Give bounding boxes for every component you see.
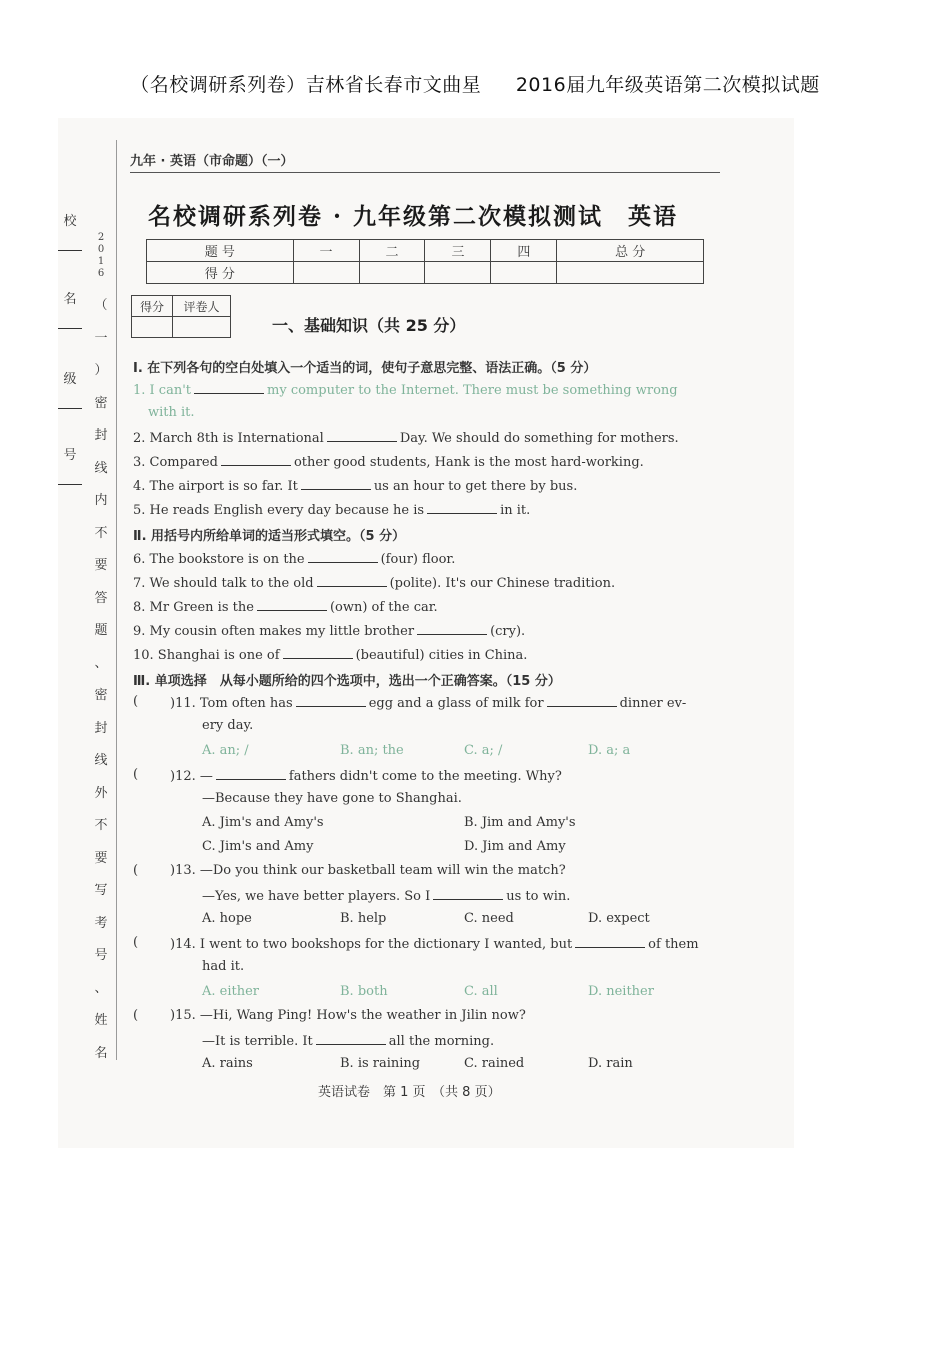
answer-blank[interactable]	[316, 1032, 386, 1045]
score-header-cell: 一	[293, 240, 359, 262]
question-14-cont: had it.	[202, 959, 245, 974]
question-12: )12. — fathers didn't come to the meeting. Why?	[170, 769, 562, 784]
binding-name: 名	[58, 290, 82, 329]
answer-blank[interactable]	[433, 887, 503, 900]
option-a[interactable]: A. rains	[202, 1056, 253, 1071]
question-11: )11. Tom often has egg and a glass of milk for dinner ev-	[170, 696, 687, 711]
question-15-cont: —It is terrible. It all the morning.	[202, 1034, 495, 1049]
option-c[interactable]: C. rained	[464, 1056, 525, 1071]
answer-blank[interactable]	[327, 429, 397, 442]
option-d[interactable]: D. neither	[588, 984, 654, 999]
score-header-cell: 四	[491, 240, 557, 262]
question-8: 8. Mr Green is the (own) of the car.	[133, 600, 438, 615]
binding-school: 校	[58, 212, 82, 251]
option-c[interactable]: C. a; /	[464, 743, 503, 758]
score-cell[interactable]	[293, 262, 359, 284]
score-header-cell: 总 分	[557, 240, 704, 262]
option-a[interactable]: A. Jim's and Amy's	[202, 815, 324, 830]
question-6: 6. The bookstore is on the (four) floor.	[133, 552, 456, 567]
question-7: 7. We should talk to the old (polite). It's our Chinese tradition.	[133, 576, 616, 591]
score-row-label: 得 分	[147, 262, 294, 284]
answer-paren[interactable]: (	[133, 694, 139, 709]
score-header-cell: 三	[425, 240, 491, 262]
answer-blank[interactable]	[417, 622, 487, 635]
paper-header: 九年 · 英语（市命题）（一）	[130, 154, 294, 169]
answer-blank[interactable]	[216, 767, 286, 780]
option-c[interactable]: C. all	[464, 984, 498, 999]
option-a[interactable]: A. hope	[202, 911, 252, 926]
question-1-cont: with it.	[148, 405, 195, 420]
part2-heading: Ⅱ. 用括号内所给单词的适当形式填空。（5 分）	[133, 529, 406, 544]
answer-blank[interactable]	[194, 381, 264, 394]
exam-title: 名校调研系列卷 · 九年级第二次模拟测试 英语	[148, 203, 679, 230]
answer-blank[interactable]	[308, 550, 378, 563]
score-cell[interactable]	[359, 262, 425, 284]
score-header-cell: 题 号	[147, 240, 294, 262]
score-cell[interactable]	[425, 262, 491, 284]
seal-line	[116, 140, 117, 1060]
question-14: )14. I went to two bookshops for the dictionary I wanted, but of them	[170, 937, 699, 952]
grader-table	[131, 295, 231, 338]
binding-class: 级	[58, 370, 82, 409]
page-footer: 英语试卷 第 1 页 （共 8 页）	[318, 1085, 501, 1100]
answer-blank[interactable]	[427, 501, 497, 514]
option-b[interactable]: B. help	[340, 911, 387, 926]
option-a[interactable]: A. an; /	[202, 743, 249, 758]
grader-name-label: 评卷人	[173, 296, 231, 317]
question-11-cont: ery day.	[202, 718, 254, 733]
answer-blank[interactable]	[257, 598, 327, 611]
answer-blank[interactable]	[547, 694, 617, 707]
question-3: 3. Compared other good students, Hank is the most hard-working.	[133, 455, 644, 470]
score-header-cell: 二	[359, 240, 425, 262]
binding-year: 2 0 1 6	[97, 232, 105, 279]
score-table	[146, 239, 704, 284]
document-title-right: 2016届九年级英语第二次模拟试题	[515, 74, 820, 96]
option-a[interactable]: A. either	[202, 984, 260, 999]
seal-instructions: （ 一 ） 密 封 线 内 不 要 答 题 、 密 封 线 外 不 要 写 考 号 、 姓 名	[94, 298, 108, 1061]
option-d[interactable]: D. a; a	[588, 743, 631, 758]
option-c[interactable]: C. Jim's and Amy	[202, 839, 314, 854]
answer-paren[interactable]: (	[133, 1008, 139, 1023]
question-1: 1. I can't my computer to the Internet. There must be something wrong	[133, 383, 678, 398]
option-d[interactable]: D. expect	[588, 911, 650, 926]
document-title	[0, 70, 950, 97]
question-12-cont: —Because they have gone to Shanghai.	[202, 791, 462, 806]
document-title-left: （名校调研系列卷）吉林省长春市文曲星	[130, 74, 482, 96]
option-b[interactable]: B. is raining	[340, 1056, 421, 1071]
option-b[interactable]: B. Jim and Amy's	[464, 815, 576, 830]
answer-blank[interactable]	[221, 453, 291, 466]
answer-blank[interactable]	[301, 477, 371, 490]
option-d[interactable]: D. rain	[588, 1056, 633, 1071]
question-15: )15. —Hi, Wang Ping! How's the weather in Jilin now?	[170, 1008, 526, 1023]
header-rule	[130, 172, 720, 173]
answer-paren[interactable]: (	[133, 863, 139, 878]
question-10: 10. Shanghai is one of (beautiful) cities in China.	[133, 648, 528, 663]
question-4: 4. The airport is so far. It us an hour to get there by bus.	[133, 479, 578, 494]
answer-blank[interactable]	[296, 694, 366, 707]
binding-number: 号	[58, 446, 82, 485]
grader-score-cell[interactable]	[132, 317, 173, 338]
answer-blank[interactable]	[283, 646, 353, 659]
score-cell[interactable]	[491, 262, 557, 284]
section-heading: 一、基础知识（共 25 分）	[272, 316, 466, 335]
option-c[interactable]: C. need	[464, 911, 514, 926]
answer-blank[interactable]	[575, 935, 645, 948]
question-13: )13. —Do you think our basketball team will win the match?	[170, 863, 566, 878]
question-13-cont: —Yes, we have better players. So I us to win.	[202, 889, 571, 904]
answer-paren[interactable]: (	[133, 935, 139, 950]
option-b[interactable]: B. both	[340, 984, 388, 999]
option-d[interactable]: D. Jim and Amy	[464, 839, 566, 854]
part1-heading: Ⅰ. 在下列各句的空白处填入一个适当的词，使句子意思完整、语法正确。（5 分）	[133, 361, 597, 376]
answer-paren[interactable]: (	[133, 767, 139, 782]
grader-name-cell[interactable]	[173, 317, 231, 338]
question-2: 2. March 8th is International Day. We should do something for mothers.	[133, 431, 679, 446]
grader-score-label: 得分	[132, 296, 173, 317]
question-5: 5. He reads English every day because he is in it.	[133, 503, 531, 518]
option-b[interactable]: B. an; the	[340, 743, 404, 758]
score-cell[interactable]	[557, 262, 704, 284]
answer-blank[interactable]	[317, 574, 387, 587]
question-9: 9. My cousin often makes my little brother (cry).	[133, 624, 526, 639]
part3-heading: Ⅲ. 单项选择 从每小题所给的四个选项中，选出一个正确答案。（15 分）	[133, 674, 561, 689]
